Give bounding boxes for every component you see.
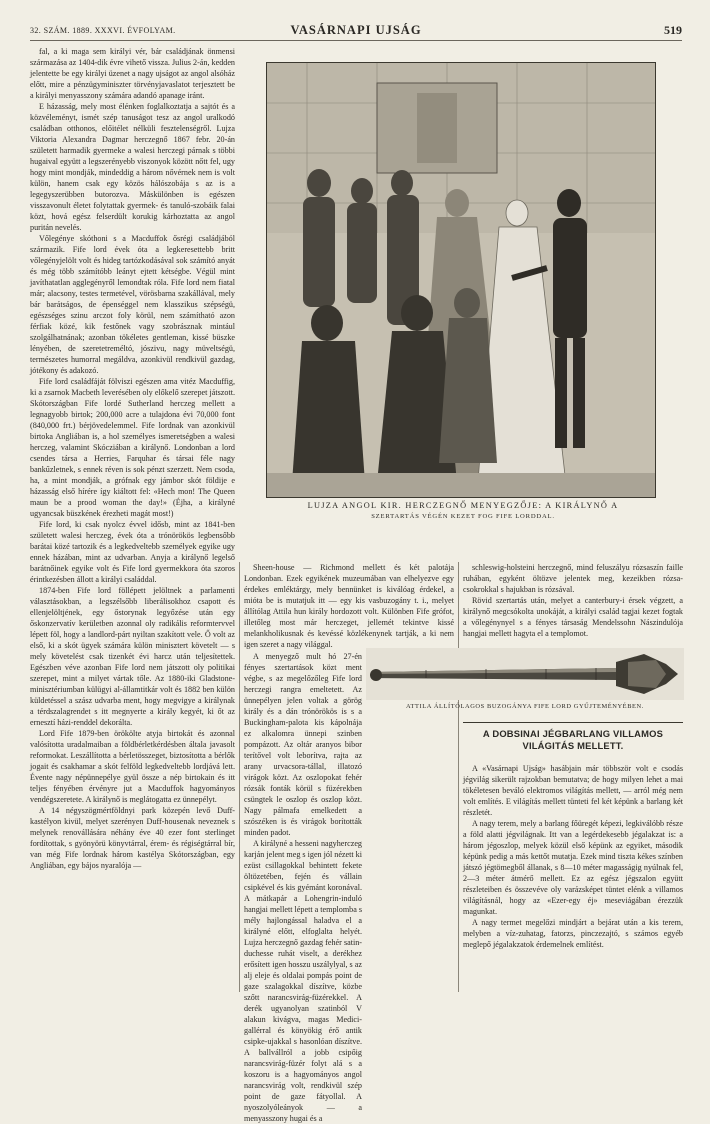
column-middle [244, 562, 454, 1123]
paragraph: 1874-ben Fife lord föllépett jelöltnek a parlamenti választásokban, a legszélsőbb liberálisokhoz csapott és ellenjelöltjének, egy őstorynak legyőzése után egy őskonzervatív kerületben azonnal oly radikális reformtervvel lépett föl, hogy a landlord-párt nyiltan szakított vele. Ő volt az első, ki a skót ügyek számára külön minisztert követelt — s mely követelést csak tizenkét évi harcz után teljesítettek. Egészben véve azonban Fife lord nem játszott oly politikai szerepet, mint a milyet vártak tőle. Az 1880-iki Gladstone-minisztériumban külügyi al-államtitkár volt és 1882 ben külön küldetéssel a szász udvarba ment, hogy megvigye a királynak a térdszalagrendet s itt megnyerte a király kegyét, ki őt az ernesztí házi-renddel dekorálta. [30, 586, 235, 727]
column-right-bottom [463, 763, 683, 993]
page-number: 519 [664, 23, 682, 37]
mace-caption: ATTILA ÁLLÍTÓLAGOS BUZOGÁNYA FIFE LORD GYŰJTEMÉNYÉBEN. [406, 703, 644, 710]
col2-top-text [244, 562, 454, 650]
mace-illustration [366, 648, 684, 700]
column-divider [239, 562, 240, 992]
caption-line-1-rest: A KIRÁLYNŐ A [542, 501, 619, 510]
paragraph: Rövid szertartás után, melyet a canterbury-i érsek végzett, a királynő megcsókolta unokáját, a királyi család tagjai kezet fogtak a vőlegénynyel s a fényes társaság Mendelssohn Nászindulója hangjai mellett hagyta el a templomot. [463, 596, 683, 638]
paragraph: Fife lord családfáját fölviszi egészen ama vitéz Macduffig, ki a zsarnok Macbeth leverésében oly előkelő szerepet játszott. Skótországban Fife lordé Sutherland herczeg mellett a legnagyobb birtok; 200,000 acre a tulajdona évi 70,000 font (840,000 frt.) bérjövedelemmel. Fife lordnak van azonkivül birtoka Angliában is, a hol személyes ismeretségben a walesi herczeg, valamint Skócziában a királynő. Londonban a lord csendes társa a Herries, Farquhar és társai féle nagy bankűzletnek, s ennek réven is sok pénzt szerzett. Nem csoda, ha, a mint mondják, a grófnak egy jámbor skót földije e házasság első hírére így kiáltott fel: «Hech mon! The Queen maun be a prood woman the day!» (Éjha, a királyné ugyancsak büszkének érezheti magát most!) [30, 377, 235, 518]
col2-mid-text [244, 651, 362, 1124]
newspaper-title: VASÁRNAPI UJSÁG [290, 23, 422, 37]
illustration-caption [248, 501, 678, 510]
issue-label: 32. SZÁM. 1889. XXXVI. ÉVFOLYAM. [30, 26, 176, 35]
wedding-engraving-image [267, 63, 655, 497]
article-title: A DOBSINAI JÉGBARLANG VILLAMOS VILÁGITÁS MELLETT. [463, 722, 683, 752]
illustration-caption-line-2: SZERTARTÁS VÉGÉN KEZET FOG FIFE LORDDAL. [371, 513, 555, 520]
paragraph: Lord Fife 1879-ben örökölte atyja birtokát és azonnal valósította uradalmaiban a földbérletkérdésben általa javasolt reformokat. Leszállította a bérletösszeget, biztosította a bérlők jogait és csakhamar a skót felföld legkedveltebb lordjává lett. Évente nagy népünnepélye gyül össze a nép birtokain és itt teljes fényében érvényre jut a Macduffok hagyományos vendégszeretete. A királynő is meglátogatta ez ünnepélyt. [30, 729, 235, 804]
paragraph: Vőlegénye skóthoni s a Macduffok ősrégi családjából származik. Fife lord évek óta a legkeresettebb britt vőlegényjelölt volt és hideg tartózkodásával sok számító anyát és még több számítóbb leányt ejtett kétségbe. Végül mint javíthatatlan agglegényről lemondtak róla. Fife lord nem fiatal már; alacsony, testes termetével, vörösbarna szakállával, mely bár barátságos, de épenséggel nem klasszikus szépségü, egészséges szinu arczot foly körül, nem számítható azon férfiak közé, kik festőnek vagy szobrásznak mintául szolgálhatnának; azonban tökéletes gentleman, kissé büszke lényében, de szeretetreméltó, jószivu, nagy müveltségü, természetes humorral megáldva, azonkivül rendkivül gazdag, jótékony és adakozó. [30, 234, 235, 375]
paragraph: fal, a ki maga sem királyi vér, bár családjának önmensi származása az 1404-dik évre vihető vissza. Julius 2-án, kedden jelentette be egy királyi üzenet a nagy ujságot az angol alsóház előtt, mire a pénzügyminiszter törvényjavaslatot terjesztett be a királyi menyasszony számára adandó apanage iránt. [30, 47, 235, 100]
paragraph: A menyegző mult hó 27-én fényes szertartások közt ment végbe, s az megelőzőleg Fife lord herczegi rangra emeltetett. Az ünnepélyen jelen voltak a görög király és a dán trónörökös is s a Buckingham-palota kis kápolnája ez alkalomra ünnepi szinben pompázott. Az oltár aranyos bibor terítővel volt leborítva, rajta az arany urvacsora-tállal, illatozó virágok közt. Az oszlopokat fehér rózsák fonták körül s füzérekben csüngtek le oszlop és oszlop közt. Nagy pálmafa emelkedett a szószéken is és virágok borították minden padot. [244, 652, 362, 837]
column-left [30, 46, 235, 996]
page-header [30, 22, 682, 41]
paragraph: A nagy terem, mely a barlang főüregét képezi, legkiválóbb része a föld alatti jégvilágnak. Itt van a legérdekesebb jégalakzat is: a három jégoszlop, melyek közül első képünk az egyiket, második képünk pedig a más kettőt mutatja. Ezek mind tiszta kékes színben játszó jégtömegből állanak, s 8—10 méter magasságig nyúlnak fel, 2—3 méter átmérő mellett. Ez az egész jégszalon együtt részleteiben és összevéve oly varázsképet tüntet elénk a villamos világításnál, hogy az «Ezer-egy éj» meseviágában érezzük magunkat. [463, 819, 683, 916]
paragraph: A nagy termet megelőzi mindjárt a bejárat után a kis terem, melyben a víz-zuhatag, fatorzs, pinczezajtó, s számos egyéb meglepő jégalakzatok érdemelnek említést. [463, 918, 683, 949]
paragraph: Sheen-house — Richmond mellett és két palotája Londonban. Ezek egyikének muzeumában van elhelyezve egy érdekes emléktárgy, mely bennünket is kiválóag érdekel, a mióta be is mutatjuk itt — egy kis vasbuzogány t. i., melyet állítólag Attila hun király hordozott volt. Különben Fife grófot, illetőleg most már herczeget, jellemét tekintve kissé melankholikusnak és kevéssé közlékenynek tartják, a ki nem igen szeret a nagy világgal. [244, 563, 454, 649]
column-divider [458, 562, 459, 992]
caption-line-1: LUJZA ANGOL KIR. HERCZEGNŐ MENYEGZŐJE: [307, 501, 543, 510]
paragraph: A 14 négyszögmértföldnyi park közepén levő Duff-kastélyon kivül, melyet szerényen Duff-housenak neveznek s melynek renovállására néhány éve 40 ezer font sterlinget fordítottak, s gyönyörü könyvtárral, érem- és régiségtárral bír, van még Fife lordnak három kastélya Skótországban, egy Angliában, egy bájos nyaralója — [30, 806, 235, 870]
paragraph: Fife lord, ki csak nyolcz évvel idősb, mint az 1841-ben született walesi herczeg, évek óta a trónörökös legbensőbb barátai közé tartozik és a legkedveltebb személyek egyike ugy ennek házában, mint az udvarban. Anyja a királynő legelső barátnőinek egyike volt és Fife lord gyermekkora óta szoros érintkezésben állott a királyi családdal. [30, 520, 235, 584]
wedding-illustration [266, 62, 656, 498]
paragraph: schleswig-holsteini herczegnő, mind feluszályu rózsaszín faille ruhában, egyként öltözve jelentek meg, kezeikben rózsa-csokrokkal s hajukban is rózsával. [463, 563, 683, 594]
paragraph: E házasság, mely most élénken foglalkoztatja a sajtót és a közvéleményt, ismét szép tanuságot tesz az angol uralkodó családban otthonos, előitélet nélküli fesztelenségről. Lujza Viktoria Alexandra Dagmar herczegnő 1867 febr. 20-án született harmadik gyermeke a walesi herczegi párnak s többi hugaival együtt a legszerényebb viszonyok között nőtt fel, ugy hogy mint mondják, mindeddig a három nővérnek nem is volt külön, hanem csak egy közös hálószobája s az is a legegyszerübben butorozva. Máskülönben is egészen visszavonult életet folytattak gyermek- és tanuló-szobáik falai közt, hová egész felserdült korukig kárhoztatta az angol puritán nevelés. [30, 102, 235, 232]
paragraph: A «Vasárnapi Ujság» hasábjain már többször volt e csodás jégvilág sikerült rajzokban bemutatva; de hogy milyen lehet a mai tökéletesen beváló elektromos világítás mellett, — arról még nem volt említés. E világítás mellett tünteti fel két képünk a barlang két részletét. [463, 764, 683, 817]
column-right-top [463, 562, 683, 636]
paragraph: A királyné a hesseni nagyherczeg karján jelent meg s igen jól nézett ki ezüst csillagokkal behintett fekete öltözetében, fején és vállain csipkével és kis gyémánt koronával. A mátkapár a Lohengrin-induló hangjai mellett lépett a templomba s mély hajlongással haladva el a királyné előtt, elfoglalta helyét. Lujza herczegnő gazdag fehér satin-duchesse ruhát viselt, a derékhez erősített igen hosszu uszálylyal, s az alj eleje és oldalai pompás point de gaze szalagokkal díszítve, közbe szőtt narancsvirág-füzérekkel. A derék ugyanolyan szatinból V alakun kivágva, magas Medici-gallérral és könyökig érő antik csipke-ujakkal s hasonlóan díszítve. A ballvállról a jobb csipőig narancsvirág-füzér folyt alá s a koszoru is a hagyományos angol narancsvirág volt, rendkivül szép point de gaze fátyollal. A nyoszolyóleányok — a menyasszony hugai és a [244, 839, 363, 1123]
